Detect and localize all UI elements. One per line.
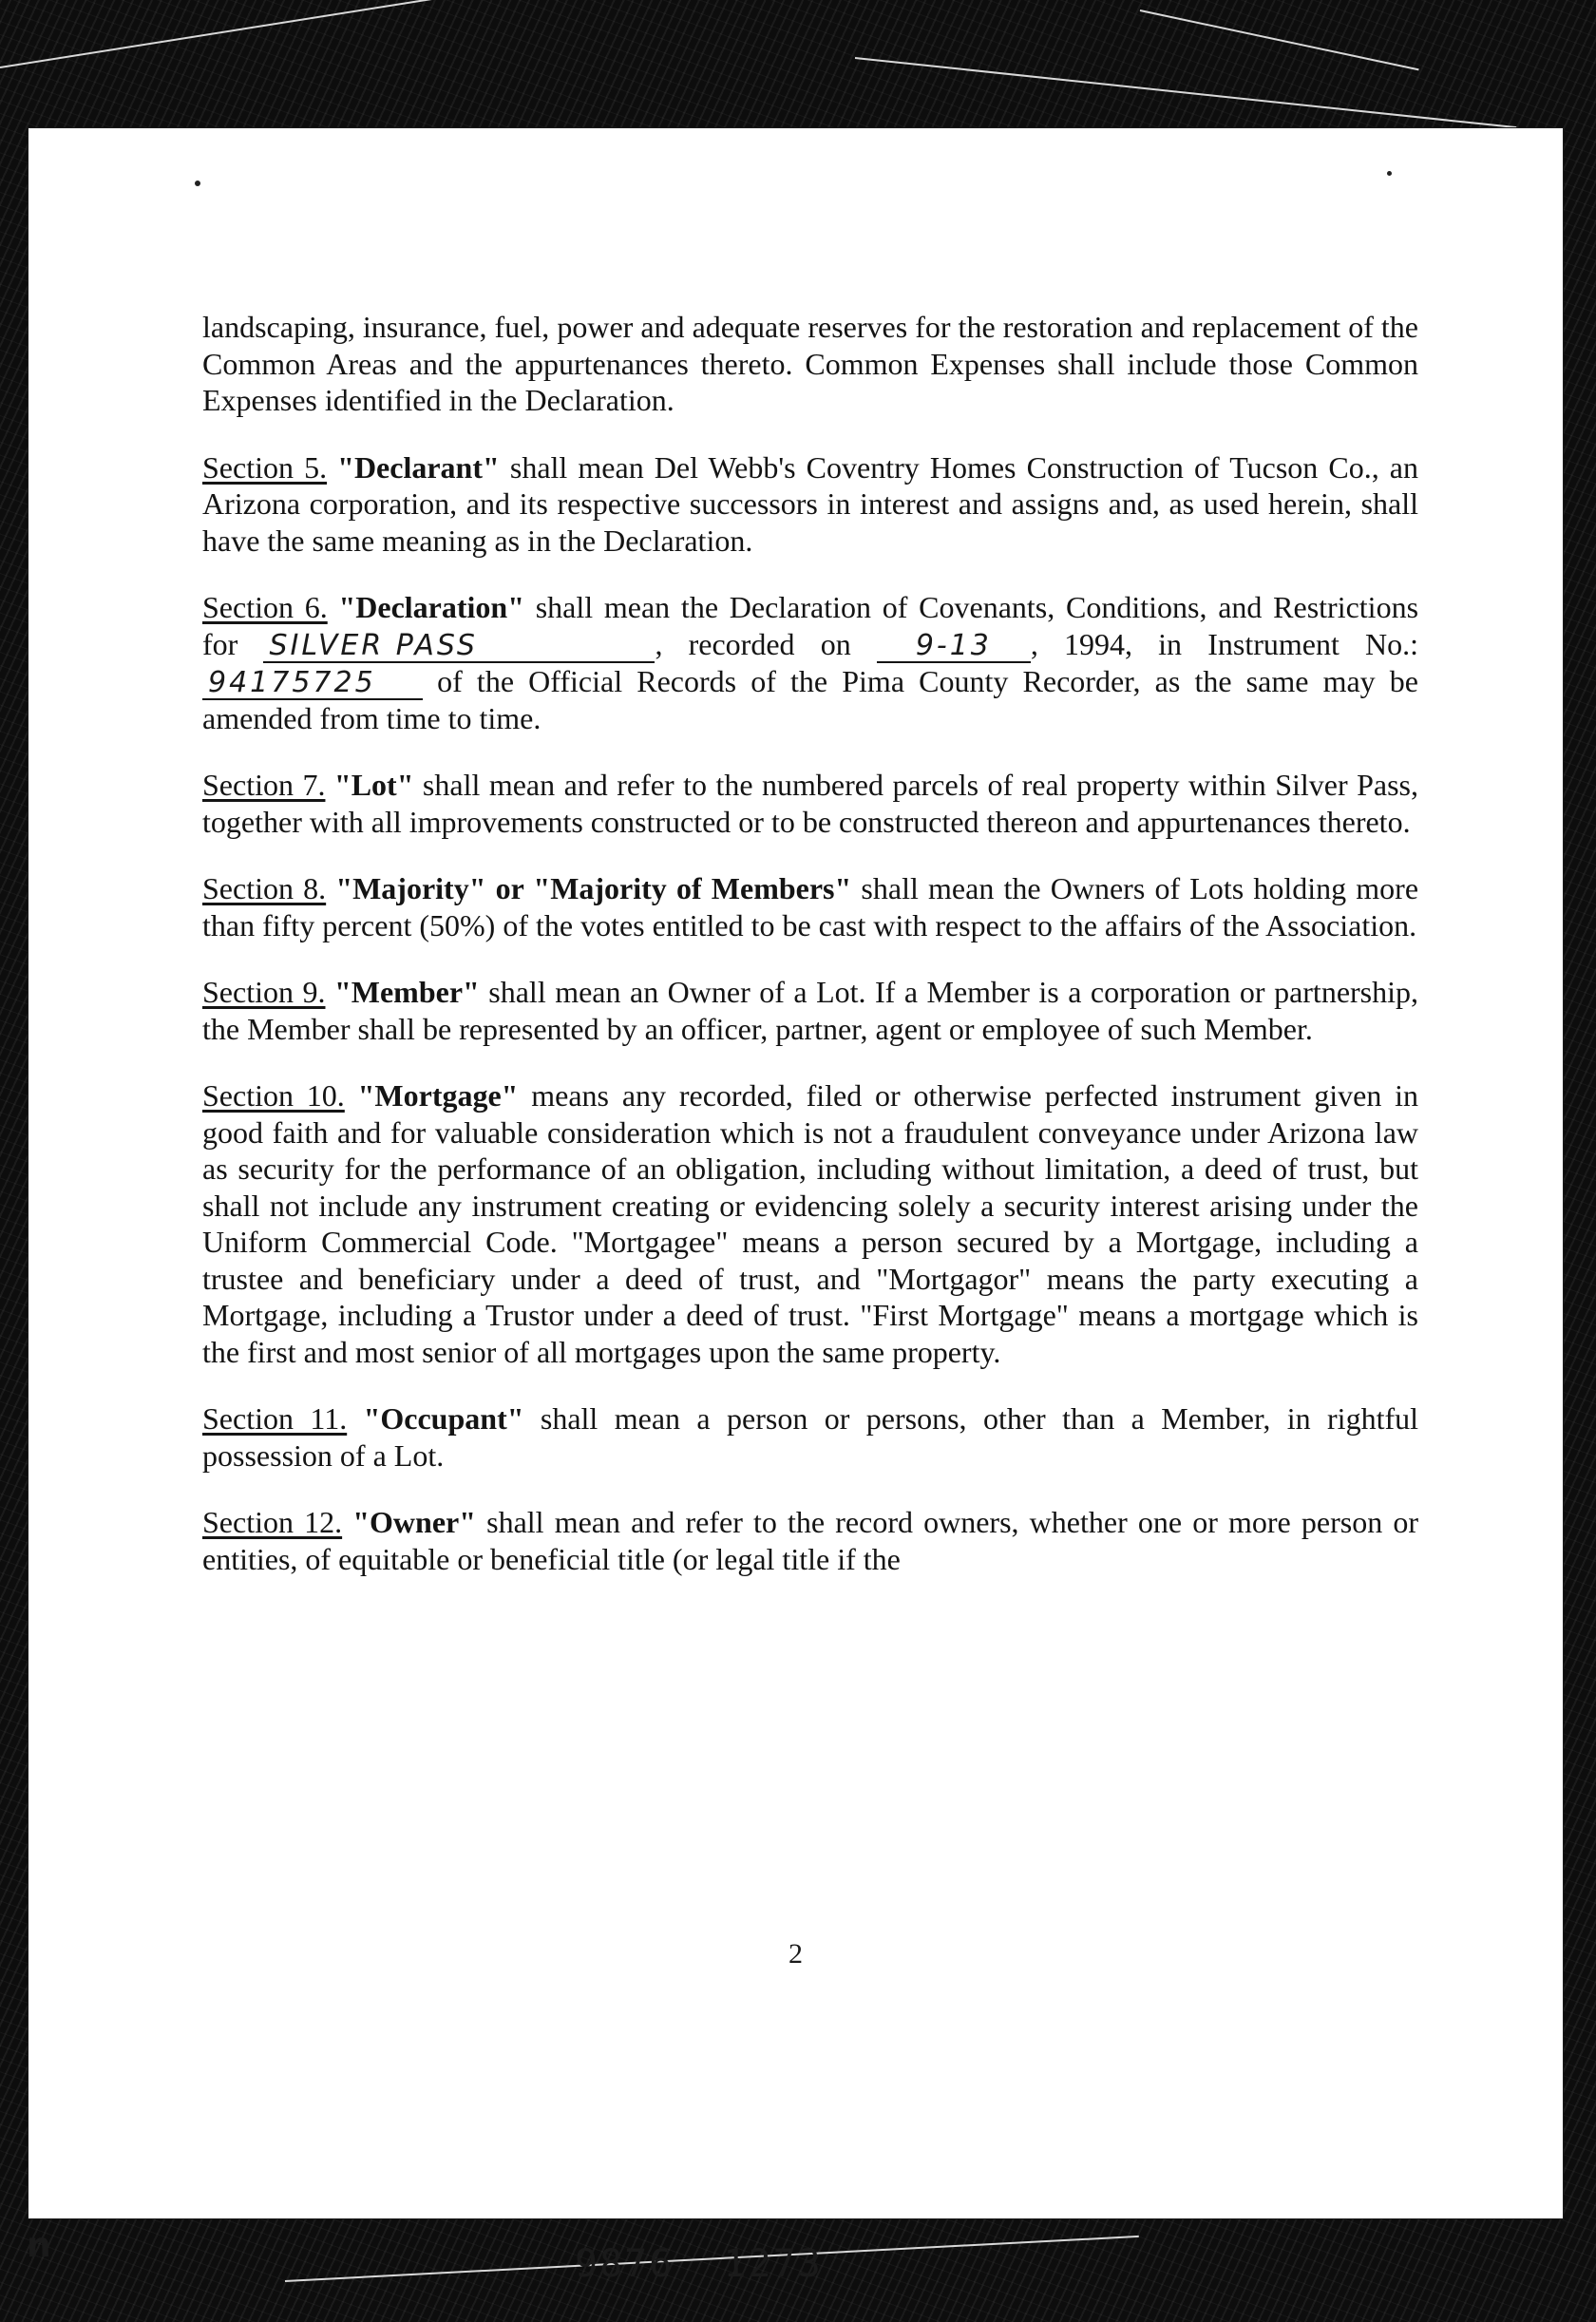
section-label: Section 6. — [202, 590, 328, 624]
section-label: Section 12. — [202, 1505, 343, 1539]
page-stamp: 1273 — [723, 2242, 823, 2286]
defined-term: "Member" — [333, 975, 480, 1009]
section-body: shall mean Del Webb's Coventry Homes Construction of Tucson Co., an Arizona corporation, and its respective successors in interest and assigns and, as used herein, shall have the same meaning as in the Declaration. — [202, 449, 1418, 558]
scan-speck — [195, 181, 200, 186]
paragraph-common-expenses: landscaping, insurance, fuel, power and adequate reserves for the restoration and replacement of the Common Areas and the appurtenances thereto. Common Expenses shall include those Common Expenses identified in the Declaration. — [202, 310, 1418, 417]
section-label: Section 8. — [202, 871, 327, 905]
section-7-lot — [202, 767, 1418, 840]
section-11-occupant — [202, 1400, 1418, 1474]
section-label: Section 7. — [202, 768, 326, 802]
section-label: Section 5. — [202, 449, 328, 485]
section-label: Section 9. — [202, 975, 326, 1009]
section-body: shall mean an Owner of a Lot. If a Member is a corporation or partnership, the Member shall be represented by an officer, partner, agent or employee of such Member. — [202, 975, 1419, 1046]
section-10-mortgage — [202, 1077, 1418, 1370]
defined-term: "Declaration" — [338, 590, 524, 624]
margin-mark: n — [27, 2226, 51, 2265]
document-body — [202, 309, 1418, 1608]
defined-term: "Owner" — [352, 1505, 476, 1539]
defined-term: "Majority" or "Majority of Members" — [335, 871, 852, 905]
section-body: , recorded on — [655, 626, 877, 661]
section-body: , 1994, in Instrument No.: — [1030, 626, 1419, 661]
defined-term: "Mortgage" — [357, 1078, 519, 1113]
scan-speck — [1387, 171, 1392, 176]
section-label: Section 11. — [202, 1401, 348, 1436]
section-8-majority — [202, 870, 1418, 943]
defined-term: "Declarant" — [337, 449, 500, 485]
defined-term: "Lot" — [333, 768, 414, 802]
section-body: shall mean and refer to the numbered parcels of real property within Silver Pass, together with all improvements constructed or to be constructed thereon and appurtenances thereto. — [202, 768, 1419, 839]
handwritten-instrument-number: 94175725 — [202, 668, 423, 700]
section-body: means any recorded, filed or otherwise perfected instrument given in good faith and for valuable consideration which is not a fraudulent conveyance under Arizona law as security for the performance of an obligation, including without limitation, a deed of trust, but shall not include any instrument creating or evidencing solely a security interest arising under the Uniform Commercial Code. "Mortgagee" means a person secured by a Mortgage, including a trustee and beneficiary under a deed of trust, and "Mortgagor" means the party executing a Mortgage, including a Trustor under a deed of trust. "First Mortgage" means a mortgage which is the first and most senior of all mortgages upon the same property. — [202, 1078, 1419, 1369]
book-number: 9876 — [575, 2242, 674, 2286]
handwritten-subdivision-name: SILVER PASS — [263, 631, 655, 663]
handwritten-record-date: 9-13 — [877, 631, 1031, 663]
section-9-member — [202, 974, 1418, 1047]
defined-term: "Occupant" — [363, 1401, 524, 1436]
section-12-owner — [202, 1504, 1418, 1577]
page-number: 2 — [788, 1938, 803, 1970]
section-6-declaration — [202, 589, 1418, 736]
section-body: shall mean the Declaration of Covenants, Conditions, and Restrictions for — [202, 590, 1419, 661]
section-body: shall mean a person or persons, other than a Member, in rightful possession of a Lot. — [202, 1401, 1419, 1473]
section-body: shall mean and refer to the record owners, whether one or more person or entities, of equitable or beneficial title (or legal title if the — [202, 1505, 1419, 1576]
section-body: of the Official Records of the Pima County Recorder, as the same may be amended from time to time. — [202, 663, 1418, 735]
section-5-declarant — [202, 449, 1418, 560]
document-page — [27, 128, 1563, 2286]
recording-stamp — [575, 2242, 823, 2286]
section-label: Section 10. — [202, 1078, 345, 1113]
section-body: shall mean the Owners of Lots holding more than fifty percent (50%) of the votes entitled to be cast with respect to the affairs of the Association. — [202, 871, 1419, 942]
